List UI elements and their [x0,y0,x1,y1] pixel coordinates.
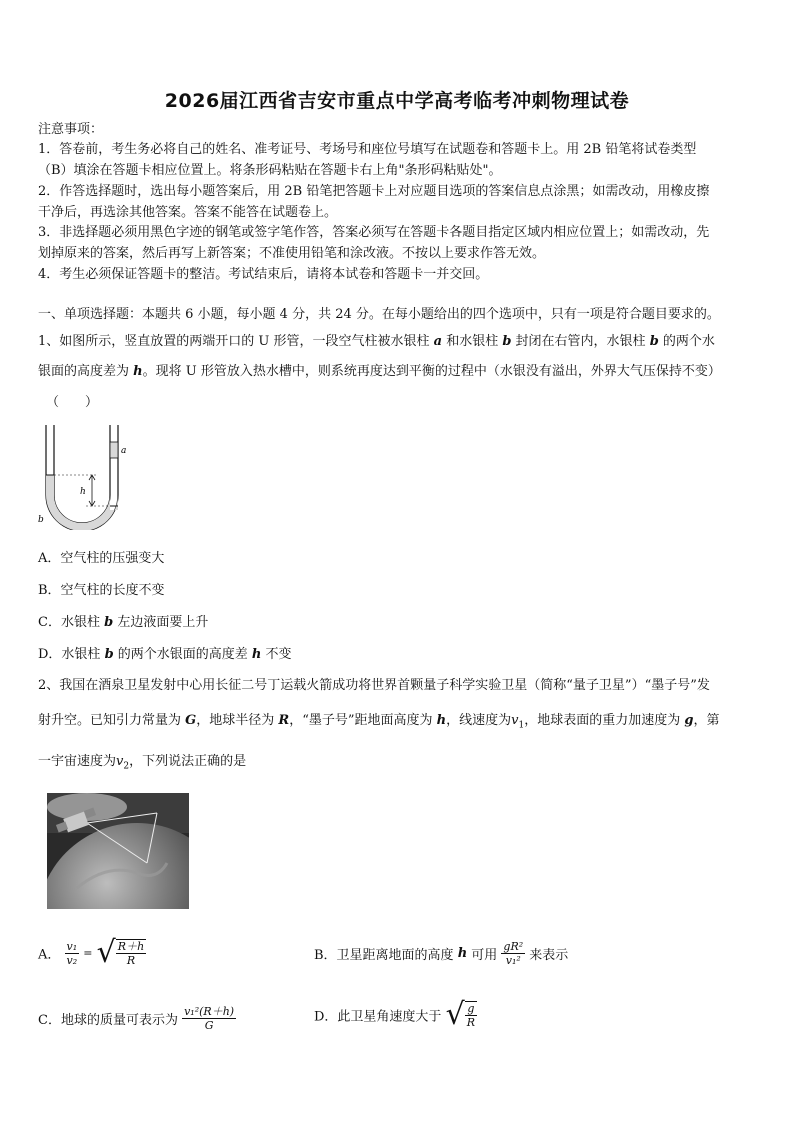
var-a: a [433,334,443,349]
var-v: v [116,754,124,769]
label-b: b [38,515,44,525]
notice-line: 1．答卷前，考生务必将自己的姓名、准考证号、考场号和座位号填写在试题卷和答题卡上。用 2B 铅笔将试卷类型 [38,142,697,157]
numerator: R＋h [117,940,145,953]
option-label: A． [38,947,61,963]
q2-stem-line1: 2、我国在酒泉卫星发射中心用长征二号丁运载火箭成功将世界首颗量子科学实验卫星（简称“量子卫星”）“墨子号”发 [38,678,710,693]
q2-option-b [314,940,568,967]
numerator: g [465,1002,477,1016]
fraction [65,940,80,967]
text: ，地球半径为 [196,713,279,728]
notice-line: 4．考生必须保证答题卡的整洁。考试结束后，请将本试卷和答题卡一并交回。 [38,267,489,282]
notice-line: 2．作答选择题时，选出每小题答案后，用 2B 铅笔把答题卡上对应题目选项的答案信息点涂黑；如需改动，用橡皮擦 [38,184,710,199]
fraction [182,1005,236,1032]
numerator: v₁ [66,939,78,953]
text: 左边液面要上升 [113,615,209,630]
sub: 2 [123,761,130,772]
var-h: h [251,647,262,662]
q1-answer-bracket: （ ） [46,395,99,410]
text: 银面的高度差为 [38,364,134,379]
notice-heading: 注意事项： [38,122,104,137]
sqrt [445,997,477,1032]
text: 不变 [261,647,292,662]
notice-line: 3．非选择题必须用黑色字迹的钢笔或签字笔作答，答案必须写在答题卡各题目指定区域内相应位置上；如需改动，先 [38,225,710,240]
text: ，第 [693,713,720,728]
q1-option-b: B．空气柱的长度不变 [38,583,165,598]
var-b: b [104,647,114,662]
numerator: v₁²(R＋h) [184,1005,235,1018]
fraction [465,1002,477,1029]
sqrt-sign-icon: √ [96,935,116,970]
text: 1、如图所示，竖直放置的两端开口的 U 形管，一段空气柱被水银柱 [38,334,434,349]
text: 。现将 U 形管放入热水槽中，则系统再度达到平衡的过程中（水银没有溢出，外界大气压保持不变） [142,364,721,379]
text: 来表示 [529,948,569,963]
text: 封闭在右管内，水银柱 [511,334,650,349]
var-b: b [502,334,512,349]
text: 一宇宙速度为 [38,754,117,769]
text: 的两个水 [658,334,715,349]
denominator: R [466,1016,475,1029]
fraction [501,940,525,967]
var-g: g [684,713,694,728]
var-b: b [649,334,659,349]
q1-option-a: A．空气柱的压强变大 [38,551,165,566]
satellite-photo [47,793,189,909]
sqrt-body [116,939,146,967]
q2-option-c [38,1005,236,1032]
sqrt-body [465,1001,477,1029]
notice-line: 划掉原来的答案，然后再写上新答案；不准使用铅笔和涂改液。不按以上要求作答无效。 [38,246,546,261]
denominator: v₂ [66,953,78,967]
label-h: h [80,487,86,497]
q2-stem-line3 [38,752,246,777]
var-b: b [104,615,114,630]
text: ，地球表面的重力加速度为 [524,713,685,728]
q1-stem-line1 [38,332,715,352]
text: ，“墨子号”距地面高度为 [289,713,437,728]
sqrt [96,935,147,970]
var-v: v [511,713,519,728]
q1-option-c [38,613,208,633]
numerator: gR² [503,940,524,953]
var-h: h [436,713,447,728]
equals: = [83,946,93,960]
text: ，线速度为 [446,713,512,728]
text: C．水银柱 [38,615,105,630]
var-G: G [185,713,197,728]
text: C．地球的质量可表示为 [38,1013,178,1028]
sub: 1 [518,720,525,731]
text: D．此卫星角速度大于 [314,1009,442,1025]
notice-line: 干净后，再选涂其他答案。答案不能答在试题卷上。 [38,205,338,220]
label-a: a [121,446,126,456]
q1-stem-line2 [38,362,721,382]
q1-option-d [38,645,292,665]
text: 可用 [467,948,498,963]
u-tube-figure [36,420,126,530]
var-R: R [278,713,290,728]
var-h: h [457,946,468,961]
q2-option-d [314,997,477,1032]
text: ，下列说法正确的是 [129,754,247,769]
denominator: G [204,1019,214,1032]
fraction [116,940,146,967]
denominator: R [126,954,136,967]
notice-line: （B）填涂在答题卡相应位置上。将条形码粘贴在答题卡右上角"条形码粘贴处"。 [38,163,502,178]
text: 射升空。已知引力常量为 [38,713,186,728]
denominator: v₁² [505,954,521,967]
text: 和水银柱 [442,334,503,349]
text: 的两个水银面的高度差 [113,647,252,662]
q2-stem-line2 [38,711,719,736]
text: B．卫星距离地面的高度 [314,948,458,963]
sqrt-sign-icon: √ [445,997,465,1032]
q2-option-a [38,935,146,970]
text: D．水银柱 [38,647,105,662]
var-h: h [133,364,143,379]
exam-title: 2026届江西省吉安市重点中学高考临考冲刺物理试卷 [164,90,630,112]
section-heading: 一、单项选择题：本题共 6 小题，每小题 4 分，共 24 分。在每小题给出的四个选项中，只有一项是符合题目要求的。 [38,307,720,322]
